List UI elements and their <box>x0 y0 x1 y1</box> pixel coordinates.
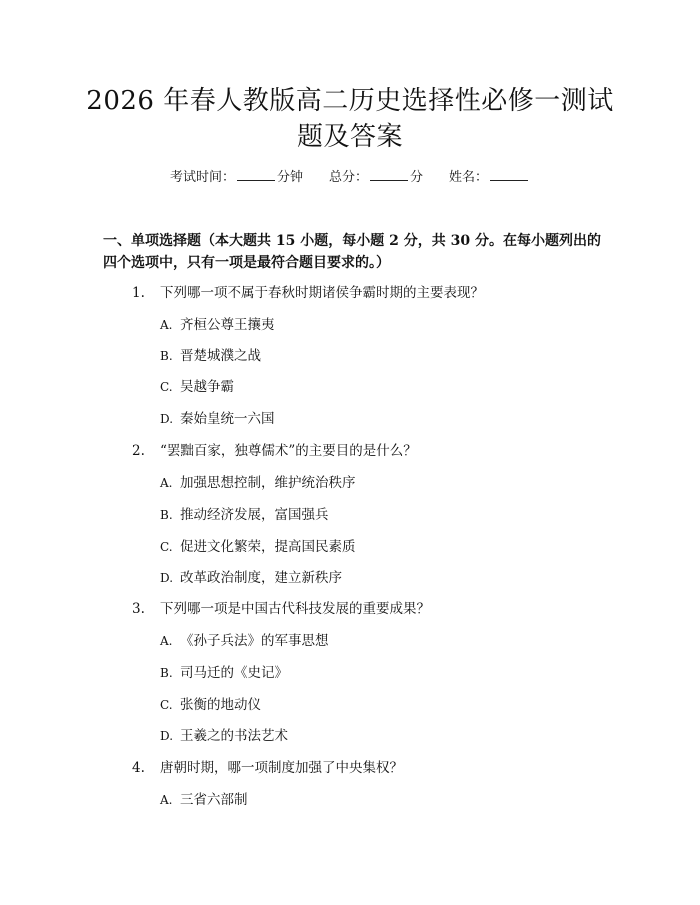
question-text: 下列哪一项是中国古代科技发展的重要成果？ <box>160 601 430 617</box>
question-text: 下列哪一项不属于春秋时期诸侯争霸时期的主要表现？ <box>160 285 484 301</box>
option-text: 改革政治制度，建立新秩序 <box>180 570 342 586</box>
question-3-option-a <box>160 632 329 650</box>
exam-name-blank <box>490 168 528 181</box>
exam-time-unit: 分钟 <box>276 170 303 185</box>
question-2-option-d <box>160 569 342 587</box>
option-text: 张衡的地动仪 <box>180 697 261 713</box>
question-4 <box>132 759 403 777</box>
option-text: 王羲之的书法艺术 <box>180 728 288 744</box>
question-2-option-a <box>160 474 356 492</box>
exam-time-blank <box>237 168 275 181</box>
exam-score-unit: 分 <box>410 170 424 185</box>
option-letter: C. <box>160 698 173 712</box>
option-letter: B. <box>160 666 173 680</box>
question-number: 4. <box>132 760 145 776</box>
option-letter: A. <box>160 318 173 332</box>
option-letter: A. <box>160 634 173 648</box>
section-heading: 一、单项选择题（本大题共 15 小题，每小题 2 分，共 30 分。在每小题列出的四个选项中，只有一项是最符合题目要求的。） <box>103 233 601 271</box>
document-title-line1: 2026 年春人教版高二历史选择性必修一测试 <box>86 86 614 116</box>
question-number: 3. <box>132 601 145 617</box>
question-3-option-b <box>160 664 288 682</box>
question-2-option-b <box>160 506 329 524</box>
option-text: 加强思想控制，维护统治秩序 <box>180 475 356 491</box>
option-text: 晋楚城濮之战 <box>180 348 261 364</box>
question-number: 1. <box>132 285 145 301</box>
question-2-option-c <box>160 538 356 556</box>
question-1-option-a <box>160 316 275 334</box>
option-letter: D. <box>160 571 174 585</box>
option-text: 《孙子兵法》的军事思想 <box>180 633 329 649</box>
question-text: 唐朝时期，哪一项制度加强了中央集权？ <box>160 760 403 776</box>
option-letter: D. <box>160 412 174 426</box>
question-text: “罢黜百家，独尊儒术”的主要目的是什么？ <box>160 443 417 459</box>
option-letter: C. <box>160 380 173 394</box>
option-text: 齐桓公尊王攘夷 <box>180 317 275 333</box>
exam-name-label: 姓名： <box>449 170 489 185</box>
question-1-option-b <box>160 347 261 365</box>
option-letter: D. <box>160 729 174 743</box>
option-text: 三省六部制 <box>180 792 248 808</box>
option-letter: C. <box>160 540 173 554</box>
question-3 <box>132 600 430 618</box>
option-letter: B. <box>160 508 173 522</box>
option-text: 吴越争霸 <box>180 379 234 395</box>
option-text: 促进文化繁荣，提高国民素质 <box>180 539 356 555</box>
question-1 <box>132 284 484 302</box>
option-letter: A. <box>160 793 173 807</box>
question-number: 2. <box>132 443 145 459</box>
question-1-option-d <box>160 410 275 428</box>
question-4-option-a <box>160 791 248 809</box>
question-2 <box>132 442 417 460</box>
question-3-option-c <box>160 696 261 714</box>
exam-score-blank <box>370 168 408 181</box>
question-1-option-c <box>160 378 234 396</box>
option-letter: A. <box>160 476 173 490</box>
question-3-option-d <box>160 727 288 745</box>
exam-score-label: 总分： <box>328 170 368 185</box>
option-text: 秦始皇统一六国 <box>180 411 275 427</box>
option-text: 司马迁的《史记》 <box>180 665 288 681</box>
exam-info-line <box>0 168 700 187</box>
option-letter: B. <box>160 349 173 363</box>
exam-time-label: 考试时间： <box>169 170 235 185</box>
document-title-line2: 题及答案 <box>296 122 403 152</box>
option-text: 推动经济发展，富国强兵 <box>180 507 329 523</box>
